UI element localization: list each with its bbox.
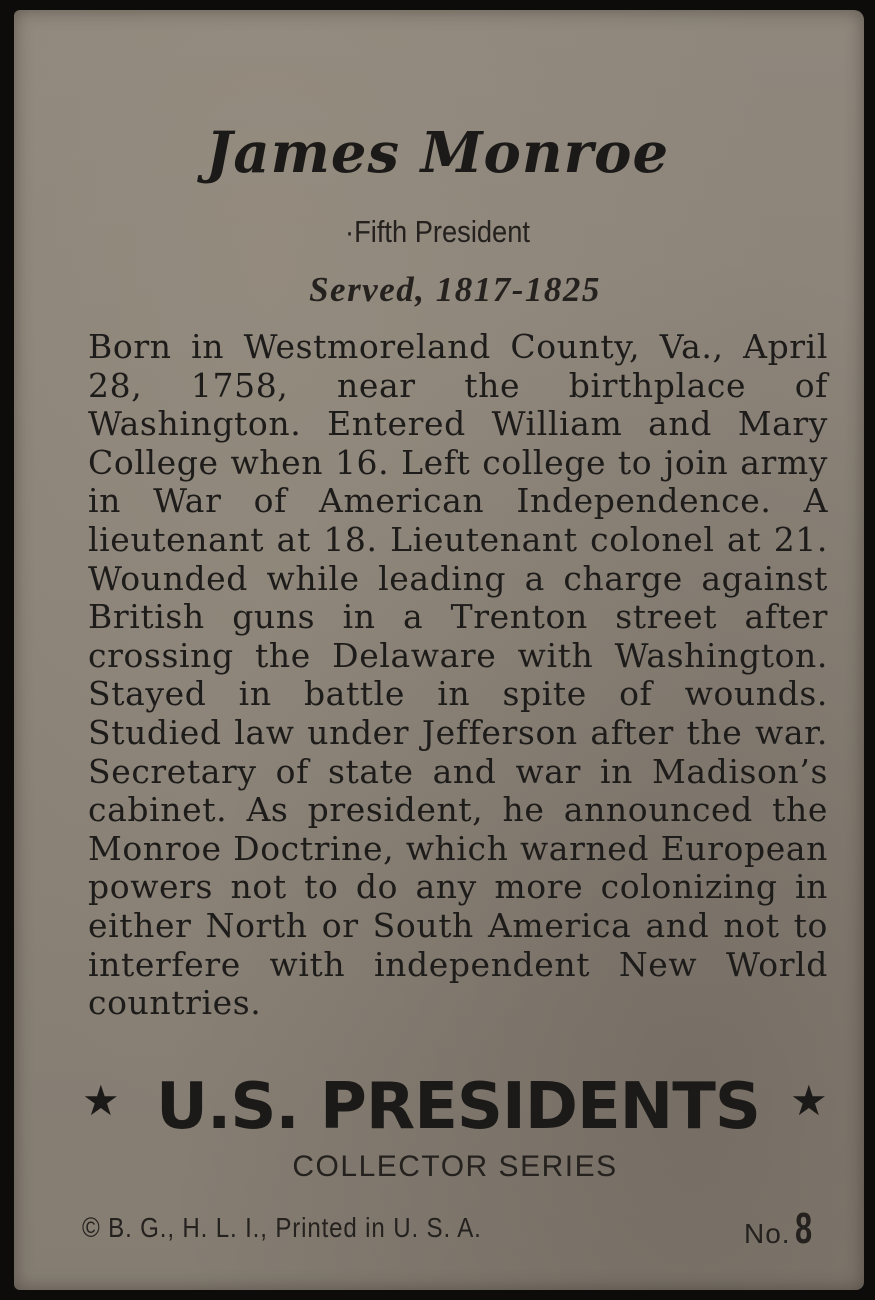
card-number — [744, 1204, 819, 1254]
office-title: ·Fifth President — [345, 214, 530, 249]
term-served: Served, 1817-1825 — [309, 270, 601, 309]
series-title: U.S. PRESIDENTS — [156, 1070, 760, 1144]
star-icon-left: ★ — [82, 1076, 120, 1125]
president-name: James Monroe — [205, 120, 670, 186]
copyright-notice: © B. G., H. L. I., Printed in U. S. A. — [82, 1212, 482, 1243]
biography-text: Born in Westmoreland County, Va., April 28, 1758, near the birthplace of Washington. Entered William and Mary College when 16. Left college to join army in War of American Independence. A lieutenant at 18. Lieutenant colonel at 21. Wounded while leading a charge against British guns in a Trenton street after crossing the Delaware with Washington. Stayed in battle in spite of wounds. Studied law under Jefferson after the war. Secretary of state and war in Madison’s cabinet. As president, he announced the Monroe Doctrine, which warned European powers not to do any more colonizing in either North or South America and not to interfere with independent New World countries. — [88, 327, 828, 1023]
card-number-label: No. — [744, 1218, 791, 1249]
series-subtitle: COLLECTOR SERIES — [292, 1150, 618, 1183]
card-number-value: 8 — [794, 1204, 812, 1253]
series-banner — [0, 1070, 875, 1150]
star-icon-right: ★ — [790, 1076, 828, 1125]
